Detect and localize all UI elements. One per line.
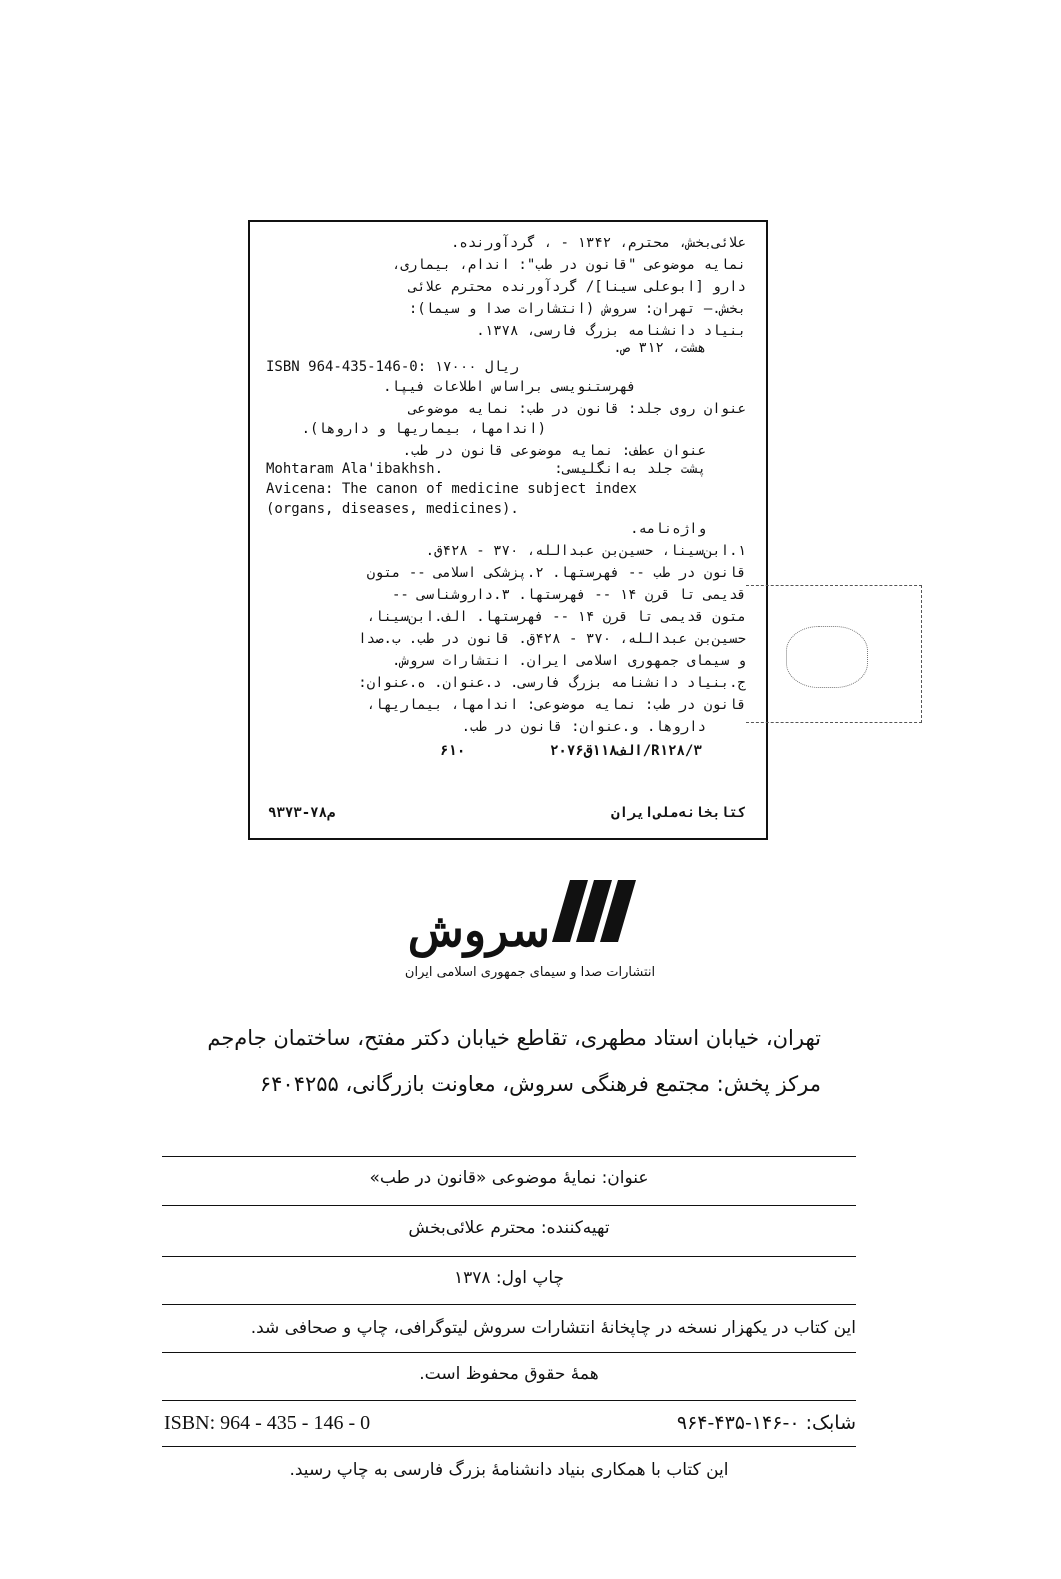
logo-wordmark: سروش [407, 903, 550, 957]
divider [162, 1304, 856, 1305]
printing-note: این کتاب در یکهزار نسخه در چاپخانهٔ انتشارات سروش لیتوگرافی، چاپ و صحافی شد. [250, 1318, 856, 1338]
book-title: عنوان: نمایهٔ موضوعی «قانون در طب» [369, 1168, 649, 1188]
divider [162, 1352, 856, 1353]
divider [162, 1256, 856, 1257]
soroush-logo [400, 880, 660, 970]
cip-line-3: دارو [ابوعلی سینا]/ گردآورنده محترم علائی [408, 279, 746, 295]
divider [162, 1156, 856, 1157]
cip-english-1: Mohtaram Ala'ibakhsh. [266, 461, 444, 477]
cip-line-4: بخش.— تهران: سروش (انتشارات صدا و سیما): [408, 301, 746, 317]
cip-library-name: کتابخانه‌ملی‌ایران [611, 805, 746, 821]
cooperation-note: این کتاب با همکاری بنیاد دانشنامهٔ بزرگ فارسی به چاپ رسید. [289, 1460, 729, 1480]
rights-reserved: همهٔ حقوق محفوظ است. [419, 1364, 599, 1384]
cip-subject-1: ۱.ابن‌سینا، حسین‌بن عبدالله، ۳۷۰ - ۴۲۸ق. [425, 543, 746, 559]
cip-note-4: عنوان عطف: نمایه موضوعی قانون در طب. [402, 443, 706, 459]
cip-subject-3: قدیمی تا قرن ۱۴ -- فهرستها. ۳.داروشناسی -- [391, 587, 746, 603]
divider [162, 1205, 856, 1206]
publisher-address: تهران، خیابان استاد مطهری، تقاطع خیابان دکتر مفتح، ساختمان جام‌جم [207, 1026, 821, 1050]
cip-english-3: (organs, diseases, medicines). [266, 501, 519, 517]
library-stamp [746, 585, 922, 723]
stamp-seal [786, 626, 868, 688]
cip-classification: R۱۲۸/۳/الف۱۱۸ق۲۰۷۶ [550, 743, 702, 759]
cip-line-6: هشت، ۳۱۲ ص. [613, 340, 706, 356]
cip-english-2: Avicena: The canon of medicine subject index [266, 481, 637, 497]
cip-subject-5: حسین‌بن عبدالله، ۳۷۰ - ۴۲۸ق. قانون در طب. ب.صدا [358, 631, 746, 647]
cip-isbn-price: ISBN 964-435-146-0: ۱۷۰۰۰ ریال [266, 359, 519, 375]
cip-line-2: نمایه موضوعی "قانون در طب": اندام، بیماری، [391, 257, 746, 273]
cip-dewey: ۶۱۰ [440, 743, 466, 759]
divider [162, 1400, 856, 1401]
cip-note-3: (اندامها، بیماریها و داروها). [301, 421, 546, 437]
cip-subject-7: ج.بنیاد دانشنامه بزرگ فارسی. د.عنوان. ه.عنوان: [358, 675, 746, 691]
cip-line-5: بنیاد دانشنامه بزرگ فارسی، ۱۳۷۸. [476, 323, 746, 339]
publisher-caption: انتشارات صدا و سیمای جمهوری اسلامی ایران [404, 965, 656, 980]
cip-subject-0: واژه‌نامه. [630, 521, 706, 537]
distribution-center: مرکز پخش: مجتمع فرهنگی سروش، معاونت بازرگانی، ۶۴۰۴۲۵۵ [259, 1072, 821, 1096]
cip-note-1: فهرستنویسی براساس اطلاعات فیپا. [383, 379, 636, 395]
cip-subject-6: و سیمای جمهوری اسلامی ایران. انتشارات سروش. [391, 653, 746, 669]
isbn-persian: شابک: ۰-۱۴۶-۴۳۵-۹۶۴ [676, 1412, 856, 1434]
divider [162, 1446, 856, 1447]
edition: چاپ اول: ۱۳۷۸ [453, 1268, 565, 1288]
isbn-english: ISBN: 964 - 435 - 146 - 0 [164, 1412, 371, 1434]
cip-subject-4: متون قدیمی تا قرن ۱۴ -- فهرستها. الف.ابن‌سینا، [366, 609, 746, 625]
cip-note-2: عنوان روی جلد: قانون در طب: نمایه موضوعی [408, 401, 746, 417]
compiler: تهیه‌کننده: محترم علائی‌بخش [408, 1218, 610, 1238]
cip-subject-9: داروها. و.عنوان: قانون در طب. [461, 719, 706, 735]
cip-subject-8: قانون در طب: نمایه موضوعی: اندامها، بیماریها، [366, 697, 746, 713]
cip-catalog-card [248, 220, 768, 840]
cip-record-number: م۷۸-۹۳۷۳ [268, 805, 336, 821]
cip-line-1: علائی‌بخش، محترم، ۱۳۴۲ - ، گردآورنده. [450, 235, 746, 251]
cip-note-5: پشت جلد به‌انگلیسی: [554, 461, 706, 477]
cip-subject-2: قانون در طب -- فهرستها. ۲.پزشکی اسلامی -- متون [366, 565, 746, 581]
